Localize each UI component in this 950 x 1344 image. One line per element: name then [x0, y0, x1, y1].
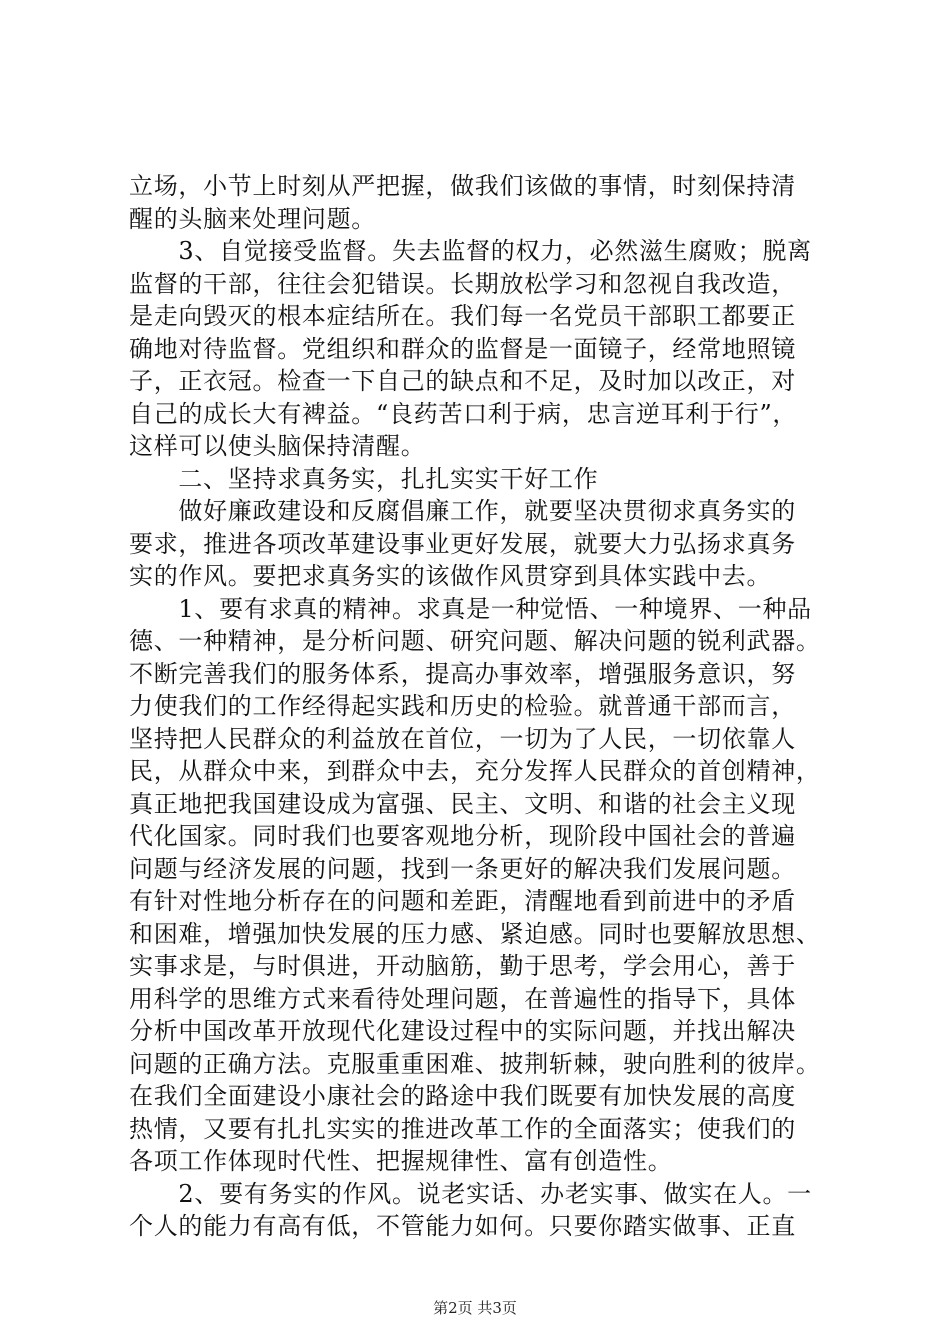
text-line: 立场，小节上时刻从严把握，做我们该做的事情，时刻保持清 [129, 172, 796, 200]
text-line: 民，从群众中来，到群众中去，充分发挥人民群众的首创精神， [129, 757, 821, 785]
text-line: 做好廉政建设和反腐倡廉工作，就要坚决贯彻求真务实的 [129, 497, 796, 525]
text-line: 个人的能力有高有低，不管能力如何。只要你踏实做事、正直 [129, 1212, 796, 1240]
section-heading: 二、坚持求真务实，扎扎实实干好工作 [129, 464, 599, 493]
text-line: 是走向毁灭的根本症结所在。我们每一名党员干部职工都要正 [129, 302, 796, 330]
text-line: 不断完善我们的服务体系，提高办事效率，增强服务意识，努 [129, 659, 796, 688]
text-line: 1、要有求真的精神。求真是一种觉悟、一种境界、一种品 [129, 594, 812, 623]
document-body [129, 170, 834, 1243]
text-line: 实事求是，与时俱进，开动脑筋，勤于思考，学会用心，善于 [129, 952, 796, 980]
page-footer [0, 1298, 950, 1318]
text-line: 用科学的思维方式来看待处理问题，在普遍性的指导下，具体 [129, 984, 796, 1013]
text-line: 2、要有务实的作风。说老实话、办老实事、做实在人。一 [129, 1179, 812, 1208]
text-line: 真正地把我国建设成为富强、民主、文明、和谐的社会主义现 [129, 789, 796, 818]
text-line: 坚持把人民群众的利益放在首位，一切为了人民，一切依靠人 [129, 724, 796, 753]
text-line: 和困难，增强加快发展的压力感、紧迫感。同时也要解放思想、 [129, 919, 821, 948]
text-line: 实的作风。要把求真务实的该做作风贯穿到具体实践中去。 [129, 562, 772, 590]
text-line: 各项工作体现时代性、把握规律性、富有创造性。 [129, 1147, 673, 1175]
text-line: 力使我们的工作经得起实践和历史的检验。就普通干部而言， [129, 692, 796, 720]
text-line: 在我们全面建设小康社会的路途中我们既要有加快发展的高度 [129, 1082, 796, 1110]
text-line: 德、一种精神，是分析问题、研究问题、解决问题的锐利武器。 [129, 627, 821, 655]
text-line: 子，正衣冠。检查一下自己的缺点和不足，及时加以改正，对 [129, 367, 796, 395]
text-line: 3、自觉接受监督。失去监督的权力，必然滋生腐败；脱离 [129, 237, 812, 265]
text-line: 监督的干部，往往会犯错误。长期放松学习和忽视自我改造， [129, 269, 796, 298]
text-line: 热情，又要有扎扎实实的推进改革工作的全面落实；使我们的 [129, 1114, 796, 1143]
text-line: 问题的正确方法。克服重重困难、披荆斩棘，驶向胜利的彼岸。 [129, 1049, 821, 1078]
page-number-label: 第2页 共3页 [433, 1299, 517, 1317]
text-line: 分析中国改革开放现代化建设过程中的实际问题，并找出解决 [129, 1017, 796, 1045]
text-line: 确地对待监督。党组织和群众的监督是一面镜子，经常地照镜 [129, 334, 796, 363]
text-line: 代化国家。同时我们也要客观地分析，现阶段中国社会的普遍 [129, 822, 796, 850]
text-line: 问题与经济发展的问题，找到一条更好的解决我们发展问题。 [129, 854, 796, 883]
text-line: 自己的成长大有裨益。“良药苦口利于病，忠言逆耳利于行”， [129, 399, 798, 428]
text-line: 有针对性地分析存在的问题和差距，清醒地看到前进中的矛盾 [129, 887, 796, 915]
text-line: 醒的头脑来处理问题。 [129, 204, 376, 233]
text-line: 要求，推进各项改革建设事业更好发展，就要大力弘扬求真务 [129, 529, 796, 558]
text-line: 这样可以使头脑保持清醒。 [129, 432, 426, 460]
